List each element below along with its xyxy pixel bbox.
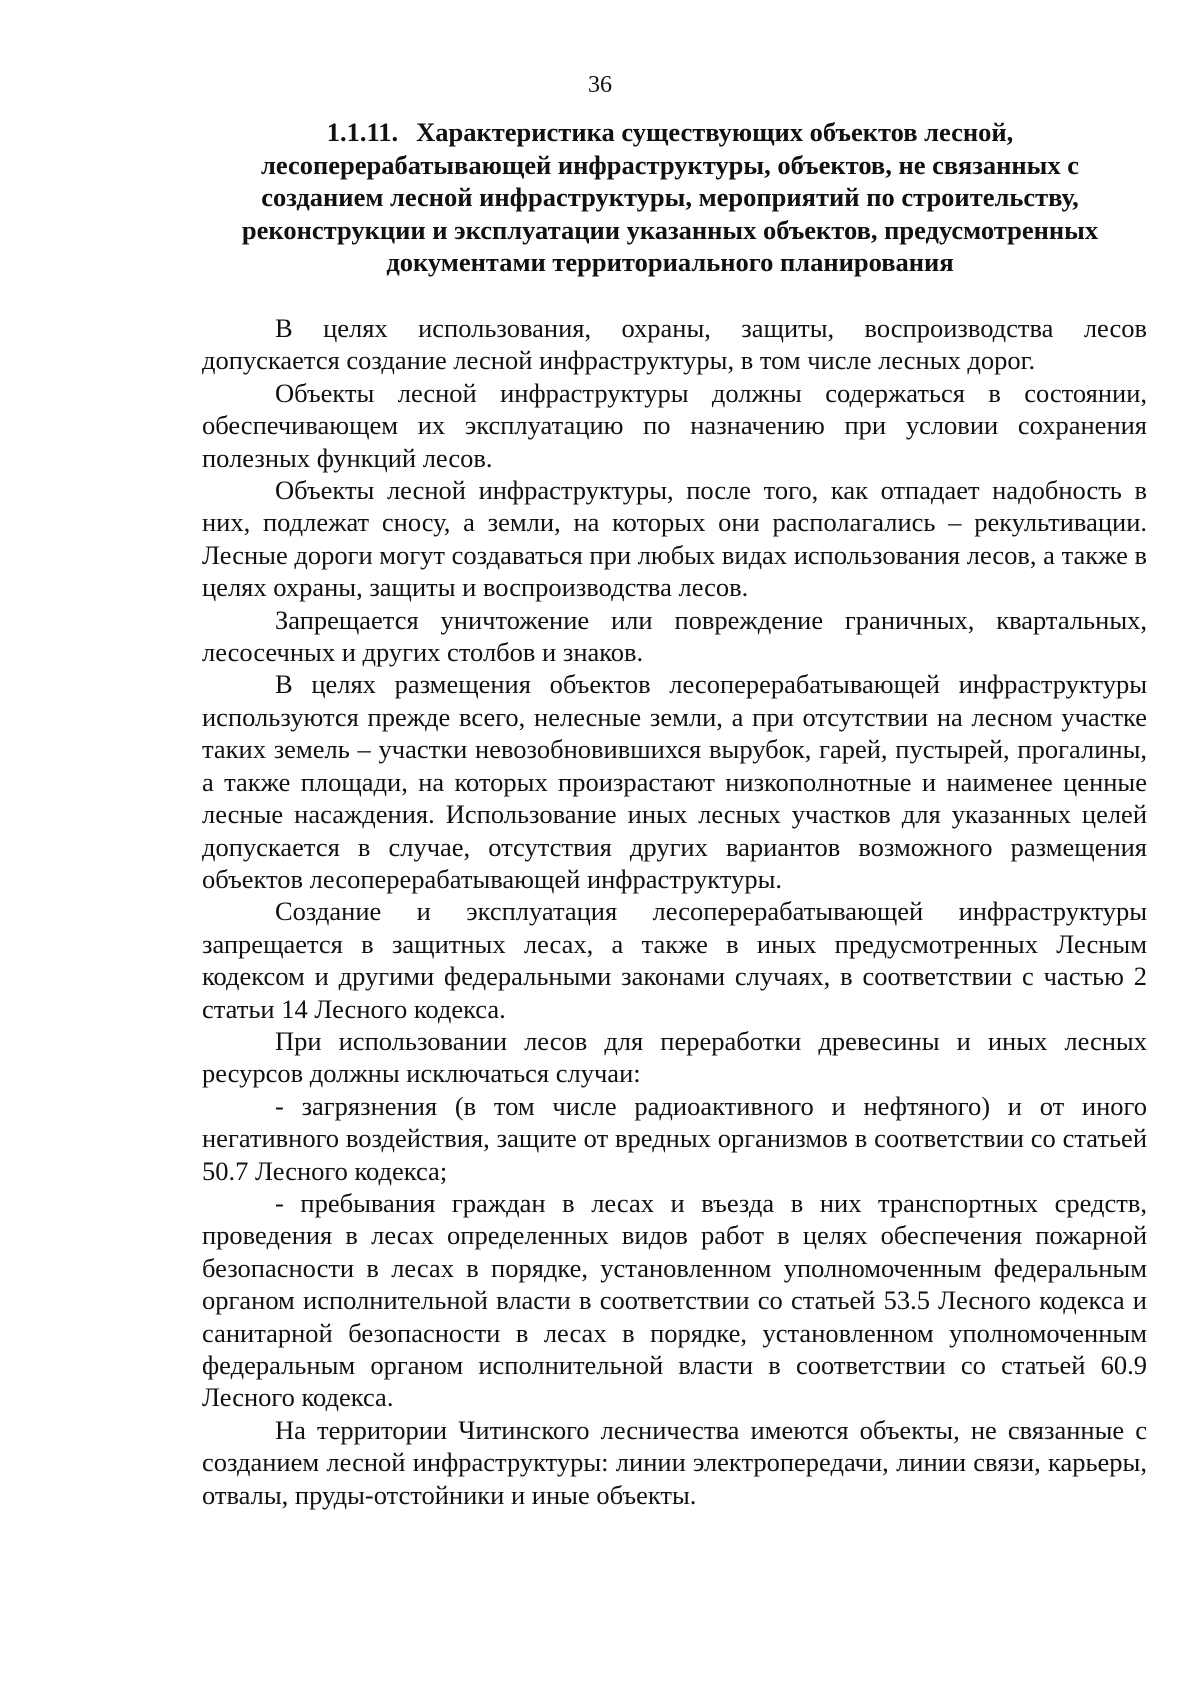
paragraph: В целях использования, охраны, защиты, воспроизводства лесов допускается создание лесной инфраструктуры, в том числе лесных дорог. bbox=[202, 313, 1147, 376]
section-number: 1.1.11. bbox=[326, 117, 399, 147]
paragraph: Создание и эксплуатация лесоперерабатывающей инфраструктуры запрещается в защитных лесах, а также в иных предусмотренных Лесным кодексом и другими федеральными законами случаях, в соответствии с частью 2 статьи 14 Лесного кодекса. bbox=[202, 896, 1147, 1024]
paragraph: Объекты лесной инфраструктуры, после того, как отпадает надобность в них, подлежат сносу, а земли, на которых они располагались – рекультивации. Лесные дороги могут создаваться при любых видах использования лесов, а также в целях охраны, защиты и воспроизводства лесов. bbox=[202, 475, 1147, 603]
list-item: - загрязнения (в том числе радиоактивного и нефтяного) и от иного негативного воздействия, защите от вредных организмов в соответствии со статьей 50.7 Лесного кодекса; bbox=[202, 1090, 1147, 1186]
section-title: Характеристика существующих объектов лесной, лесоперерабатывающей инфраструктуры, объектов, не связанных с созданием лесной инфраструктуры, мероприятий по строительству, реконструкции и эксплуатации указанных объектов, предусмотренных документами территориального планирования bbox=[241, 117, 1099, 277]
paragraph: На территории Читинского лесничества имеются объекты, не связанные с созданием лесной инфраструктуры: линии электропередачи, линии связи, карьеры, отвалы, пруды-отстойники и иные объекты. bbox=[202, 1414, 1147, 1510]
paragraph: В целях размещения объектов лесоперерабатывающей инфраструктуры используются прежде всего, нелесные земли, а при отсутствии на лесном участке таких земель – участки невозобновившихся вырубок, гарей, пустырей, прогалины, а также площади, на которых произрастают низкополнотные и наименее ценные лесные насаждения. Использование иных лесных участков для указанных целей допускается в случае, отсутствия других вариантов возможного размещения объектов лесоперерабатывающей инфраструктуры. bbox=[202, 669, 1147, 894]
paragraph: Запрещается уничтожение или повреждение граничных, квартальных, лесосечных и других столбов и знаков. bbox=[202, 604, 1147, 668]
list-item: - пребывания граждан в лесах и въезда в них транспортных средств, проведения в лесах определенных видов работ в целях обеспечения пожарной безопасности в лесах в порядке, установленном уполномоченным федеральным органом исполнительной власти в соответствии со статьей 53.5 Лесного кодекса и санитарной безопасности в лесах в порядке, установленном уполномоченным федеральным органом исполнительной власти в соответствии со статьей 60.9 Лесного кодекса. bbox=[202, 1187, 1147, 1413]
paragraph: При использовании лесов для переработки древесины и иных лесных ресурсов должны исключаться случаи: bbox=[202, 1025, 1147, 1089]
section-heading bbox=[200, 116, 1140, 279]
page-number: 36 bbox=[588, 72, 612, 98]
paragraph: Объекты лесной инфраструктуры должны содержаться в состоянии, обеспечивающем их эксплуатацию по назначению при условии сохранения полезных функций лесов. bbox=[202, 377, 1147, 473]
body-text bbox=[202, 312, 1147, 1511]
